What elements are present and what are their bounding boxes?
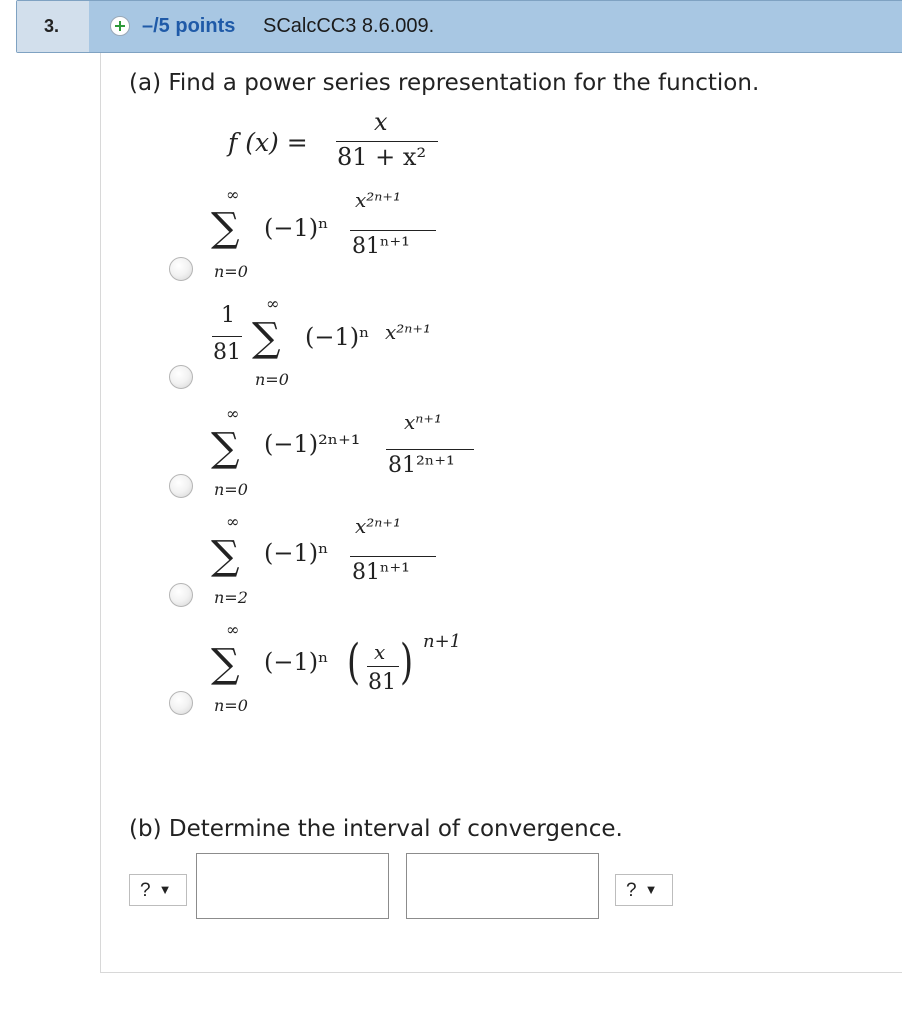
- fraction-bar: [386, 449, 474, 450]
- left-select-value: ?: [140, 880, 151, 901]
- choice-5-radio[interactable]: [169, 691, 193, 715]
- term-denominator: 81ⁿ⁺¹: [352, 234, 410, 259]
- sign-term: (−1)ⁿ: [264, 214, 329, 242]
- points-label: –/5 points: [142, 15, 236, 37]
- term-numerator: x²ⁿ⁺¹: [355, 514, 401, 538]
- fraction-bar: [350, 556, 436, 557]
- sign-term: (−1)ⁿ: [264, 539, 329, 567]
- plus-icon[interactable]: [110, 16, 130, 36]
- part-a-prompt: (a) Find a power series representation for the function.: [129, 70, 760, 96]
- dropdown-arrow-icon: ▼: [644, 882, 658, 897]
- sum-lower: n=0: [214, 262, 248, 281]
- left-bracket-select[interactable]: [129, 874, 187, 906]
- coef-numerator: 1: [221, 303, 235, 328]
- choice-2-radio[interactable]: [169, 365, 193, 389]
- sigma-icon: ∑: [211, 205, 240, 251]
- question-header: [16, 0, 902, 53]
- power-term: x²ⁿ⁺¹: [385, 320, 431, 344]
- part-b-prompt: (b) Determine the interval of convergence.: [129, 816, 623, 842]
- sigma-icon: ∑: [211, 425, 240, 471]
- sigma-icon: ∑: [211, 533, 240, 579]
- inner-denominator: 81: [368, 670, 396, 695]
- term-numerator: xⁿ⁺¹: [404, 410, 442, 434]
- sum-upper: ∞: [226, 185, 240, 204]
- choice-3-radio[interactable]: [169, 474, 193, 498]
- left-paren: (: [347, 634, 361, 690]
- choice-1-radio[interactable]: [169, 257, 193, 281]
- term-numerator: x²ⁿ⁺¹: [355, 188, 401, 212]
- sign-term: (−1)ⁿ: [264, 648, 329, 676]
- sum-lower: n=0: [214, 696, 248, 715]
- dropdown-arrow-icon: ▼: [158, 882, 172, 897]
- fraction-bar: [350, 230, 436, 231]
- sum-lower: n=0: [255, 370, 289, 389]
- right-paren: ): [400, 634, 414, 690]
- sum-upper: ∞: [226, 620, 240, 639]
- fraction-bar: [212, 336, 242, 337]
- sum-upper: ∞: [226, 404, 240, 423]
- term-denominator: 81²ⁿ⁺¹: [388, 453, 455, 478]
- question-number: 3.: [17, 1, 89, 52]
- outer-power: n+1: [423, 631, 462, 652]
- right-bracket-select[interactable]: [615, 874, 673, 906]
- sum-lower: n=0: [214, 480, 248, 499]
- function-denominator: 81 + x²: [337, 143, 427, 171]
- coef-denominator: 81: [213, 340, 241, 365]
- lower-bound-input[interactable]: [196, 853, 389, 919]
- fraction-bar: [336, 141, 438, 142]
- sign-term: (−1)²ⁿ⁺¹: [264, 430, 361, 458]
- sigma-icon: ∑: [211, 641, 240, 687]
- sign-term: (−1)ⁿ: [305, 323, 370, 351]
- sum-upper: ∞: [266, 294, 280, 313]
- sum-lower: n=2: [214, 588, 248, 607]
- choice-4-radio[interactable]: [169, 583, 193, 607]
- function-numerator: x: [374, 108, 388, 136]
- fraction-bar: [367, 666, 399, 667]
- sum-upper: ∞: [226, 512, 240, 531]
- inner-numerator: x: [374, 640, 386, 664]
- upper-bound-input[interactable]: [406, 853, 599, 919]
- function-lhs: f (x) =: [228, 128, 308, 157]
- sigma-icon: ∑: [252, 315, 281, 361]
- question-source: SCalcCC3 8.6.009.: [263, 15, 435, 37]
- term-denominator: 81ⁿ⁺¹: [352, 560, 410, 585]
- right-select-value: ?: [626, 880, 637, 901]
